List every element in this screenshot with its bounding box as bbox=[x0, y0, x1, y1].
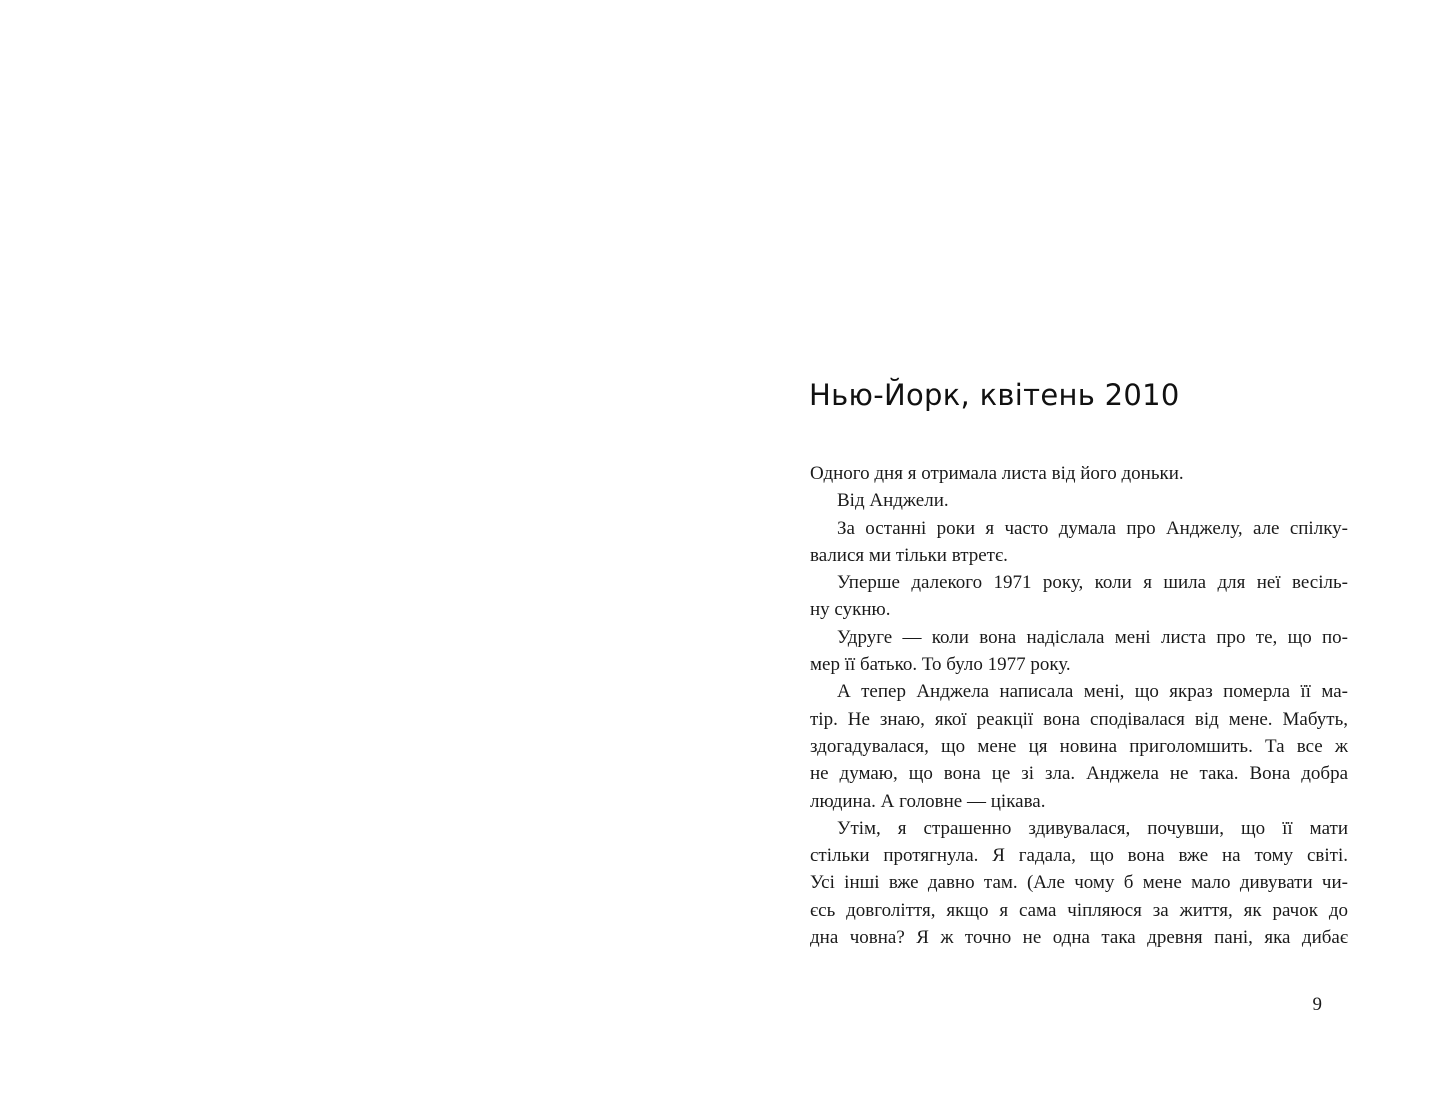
text-line: Утім, я страшенно здивувалася, почувши, що її мати bbox=[837, 817, 1348, 839]
page-number: 9 bbox=[1312, 994, 1322, 1015]
text-line: людина. А головне — цікава. bbox=[810, 790, 1046, 812]
right-page bbox=[720, 0, 1440, 1108]
text-line: тір. Не знаю, якої реакції вона сподівалася від мене. Мабуть, bbox=[810, 708, 1348, 730]
text-line: Усі інші вже давно там. (Але чому б мене мало дивувати чи- bbox=[810, 872, 1348, 894]
text-line: ну сукню. bbox=[810, 599, 891, 621]
text-line: За останні роки я часто думала про Анджелу, але спілку- bbox=[837, 517, 1348, 539]
chapter-title: Нью-Йорк, квітень 2010 bbox=[809, 378, 1180, 412]
text-line: валися ми тільки втретє. bbox=[810, 544, 1008, 566]
text-line: Від Анджели. bbox=[837, 490, 949, 512]
body-text bbox=[810, 460, 1348, 951]
text-line: Уперше далекого 1971 року, коли я шила для неї весіль- bbox=[837, 572, 1348, 594]
text-line: дна човна? Я ж точно не одна така древня пані, яка дибає bbox=[810, 927, 1348, 949]
text-line: єсь довголіття, якщо я сама чіпляюся за життя, як рачок до bbox=[810, 899, 1348, 921]
text-line: стільки протягнула. Я гадала, що вона вже на тому світі. bbox=[810, 845, 1348, 867]
text-line: Удруге — коли вона надіслала мені листа про те, що по- bbox=[837, 626, 1348, 648]
text-line: мер її батько. То було 1977 року. bbox=[810, 654, 1071, 676]
text-line: Одного дня я отримала листа від його доньки. bbox=[810, 463, 1184, 484]
text-line: А тепер Анджела написала мені, що якраз померла її ма- bbox=[837, 681, 1348, 703]
text-line: здогадувалася, що мене ця новина приголомшить. Та все ж bbox=[810, 735, 1348, 757]
text-line: не думаю, що вона це зі зла. Анджела не така. Вона добра bbox=[810, 763, 1348, 785]
